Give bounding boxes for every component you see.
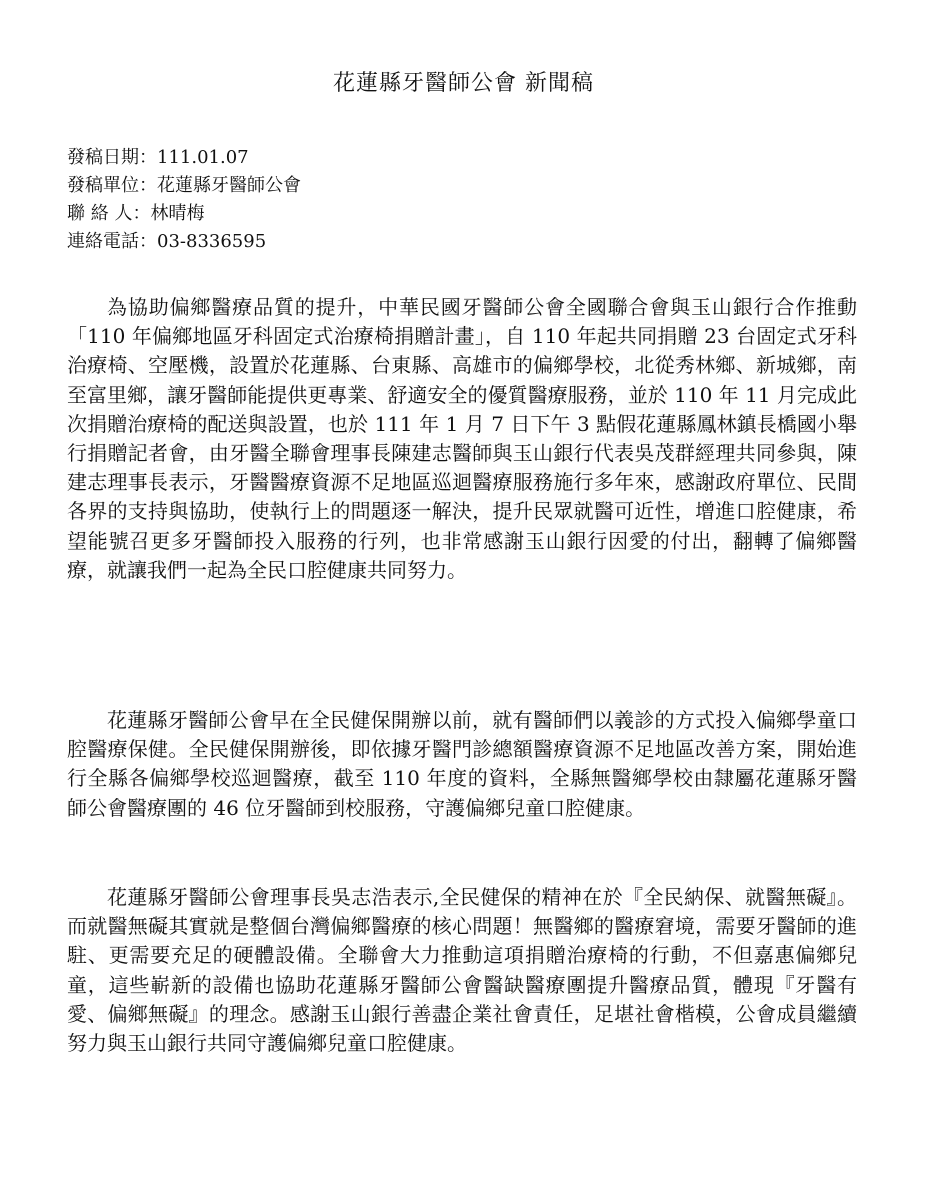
paragraph-donation-program: 為協助偏鄉醫療品質的提升，中華民國牙醫師公會全國聯合會與玉山銀行合作推動「110 年偏鄉地區牙科固定式治療椅捐贈計畫」，自 110 年起共同捐贈 23 台固定式牙科治療椅、空壓機，設置於花蓮縣、台東縣、高雄市的偏鄉學校，北從秀林鄉、新城鄉，南至富里鄉，讓牙醫師能提供更專業、舒適安全的優質醫療服務，並於 110 年 11 月完成此次捐贈治療椅的配送與設置，也於 111 年 1 月 7 日下午 3 點假花蓮縣鳳林鎮長橋國小舉行捐贈記者會，由牙醫全聯會理事長陳建志醫師與玉山銀行代表吳茂群經理共同參與，陳建志理事長表示，牙醫醫療資源不足地區巡迴醫療服務施行多年來，感謝政府單位、民間各界的支持與協助，使執行上的問題逐一解決，提升民眾就醫可近性，增進口腔健康，希望能號召更多牙醫師投入服務的行列，也非常感謝玉山銀行因愛的付出，翻轉了偏鄉醫療，就讓我們一起為全民口腔健康共同努力。 — [67, 295, 857, 582]
contact-phone: 連絡電話：03-8336595 — [67, 231, 267, 252]
release-meta — [67, 144, 301, 256]
paragraph-association-history: 花蓮縣牙醫師公會早在全民健保開辦以前，就有醫師們以義診的方式投入偏鄉學童口腔醫療保健。全民健保開辦後，即依據牙醫門診總額醫療資源不足地區改善方案，開始進行全縣各偏鄉學校巡迴醫療，截至 110 年度的資料，全縣無醫鄉學校由隸屬花蓮縣牙醫師公會醫療團的 46 位牙醫師到校服務，守護偏鄉兒童口腔健康。 — [67, 708, 857, 820]
release-unit: 發稿單位：花蓮縣牙醫師公會 — [67, 175, 301, 196]
release-date: 發稿日期：111.01.07 — [67, 147, 249, 168]
contact-person: 聯 絡 人：林晴梅 — [67, 203, 205, 224]
paragraph-chairman-statement: 花蓮縣牙醫師公會理事長吳志浩表示,全民健保的精神在於『全民納保、就醫無礙』。而就醫無礙其實就是整個台灣偏鄉醫療的核心問題！無醫鄉的醫療窘境，需要牙醫師的進駐、更需要充足的硬體設備。全聯會大力推動這項捐贈治療椅的行動，不但嘉惠偏鄉兒童，這些嶄新的設備也協助花蓮縣牙醫師公會醫缺醫療團提升醫療品質，體現『牙醫有愛、偏鄉無礙』的理念。感謝玉山銀行善盡企業社會責任，足堪社會楷模，公會成員繼續努力與玉山銀行共同守護偏鄉兒童口腔健康。 — [67, 885, 857, 1056]
document-title: 花蓮縣牙醫師公會 新聞稿 — [333, 71, 594, 96]
